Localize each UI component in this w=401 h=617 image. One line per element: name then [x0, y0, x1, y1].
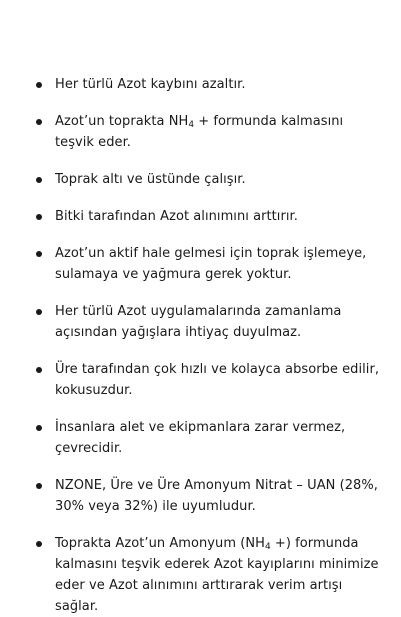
list-item-text: Her türlü Azot uygulamalarında zamanlama açısından yağışlara ihtiyaç duyulmaz. [55, 304, 342, 340]
list-item-text: İnsanlara alet ve ekipmanlara zarar vermez, çevrecidir. [55, 420, 346, 456]
list-item [36, 359, 385, 401]
list-item-text: Bitki tarafından Azot alınımını arttırır. [55, 209, 298, 224]
list-item [36, 243, 385, 285]
list-item [36, 74, 385, 95]
list-item-text: Azot’un aktif hale gelmesi için toprak işlemeye, sulamaya ve yağmura gerek yoktur. [55, 246, 367, 282]
list-item [36, 475, 385, 517]
list-item [36, 417, 385, 459]
list-item [36, 301, 385, 343]
list-item [36, 533, 385, 617]
list-item-text: Üre tarafından çok hızlı ve kolayca absorbe edilir, kokusuzdur. [55, 362, 380, 398]
list-item [36, 169, 385, 190]
bullet-icon [36, 309, 42, 315]
bullet-icon [36, 483, 42, 489]
list-item [36, 206, 385, 227]
bullet-icon [36, 119, 42, 125]
list-item [36, 111, 385, 153]
bullet-icon [36, 82, 42, 88]
feature-list [36, 74, 385, 617]
bullet-icon [36, 541, 42, 547]
list-item-text: Azot’un toprakta $NH_4$ + formunda kalmasını teşvik eder. [55, 114, 344, 150]
bullet-icon [36, 425, 42, 431]
bullet-icon [36, 251, 42, 257]
list-item-text: NZONE, Üre ve Üre Amonyum Nitrat – UAN (28%, 30% veya 32%) ile uyumludur. [55, 478, 378, 514]
bullet-icon [36, 177, 42, 183]
list-item-text: Her türlü Azot kaybını azaltır. [55, 77, 246, 92]
list-item-text: Toprakta Azot’un Amonyum ($NH_4$ +) formunda kalmasını teşvik ederek Azot kayıplarını minimize eder ve Azot alınımını arttırarak verim artışı sağlar. [55, 536, 379, 614]
bullet-icon [36, 367, 42, 373]
list-item-text: Toprak altı ve üstünde çalışır. [55, 172, 246, 187]
bullet-icon [36, 214, 42, 220]
